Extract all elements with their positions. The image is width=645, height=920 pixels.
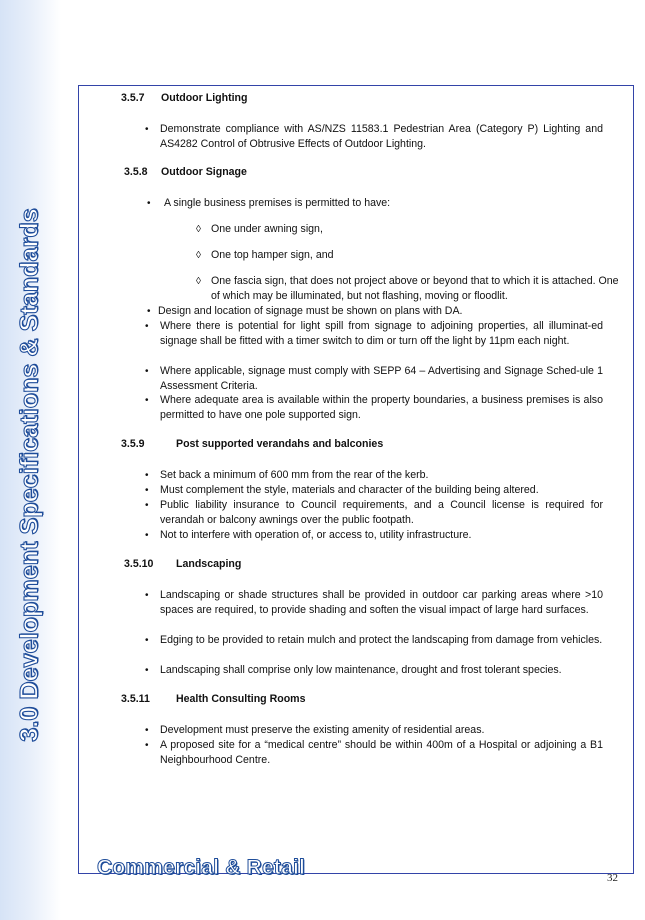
bullet-icon: • — [145, 590, 149, 601]
sub-list-item: One under awning sign, — [211, 223, 323, 235]
bullet-icon: • — [145, 366, 149, 377]
list-item: Must complement the style, materials and character of the building being altered. — [160, 484, 539, 496]
section-number: 3.5.9 — [121, 438, 145, 450]
list-item: Landscaping shall comprise only low maintenance, drought and frost tolerant species. — [160, 664, 562, 676]
list-item: Public liability insurance to Council requirements, and a Council license is required for verandah or balcony awnings over the public footpath. — [160, 499, 603, 526]
sub-list-item: One top hamper sign, and — [211, 249, 334, 261]
bullet-icon: • — [145, 485, 149, 496]
bullet-icon: • — [145, 635, 149, 646]
section-title: Outdoor Lighting — [161, 92, 248, 104]
sub-list-item: One fascia sign, that does not project above or beyond that to which it is attached. One of which may be illuminated, but not flashing, moving or floodlit. — [211, 275, 619, 302]
list-item: Development must preserve the existing amenity of residential areas. — [160, 724, 485, 736]
diamond-icon: ◊ — [196, 250, 201, 261]
section-heading — [121, 92, 248, 104]
diamond-icon: ◊ — [196, 276, 201, 287]
list-item: A single business premises is permitted to have: — [164, 197, 391, 209]
sidebar — [0, 0, 61, 920]
list-item: Set back a minimum of 600 mm from the rear of the kerb. — [160, 469, 429, 481]
list-item: Design and location of signage must be shown on plans with DA. — [158, 305, 463, 317]
bullet-icon: • — [145, 395, 149, 406]
diamond-icon: ◊ — [196, 224, 201, 235]
section-title: Post supported verandahs and balconies — [176, 438, 384, 450]
section-number: 3.5.7 — [121, 92, 145, 104]
bullet-icon: • — [145, 740, 149, 751]
bullet-icon: • — [145, 530, 149, 541]
bullet-icon: • — [145, 725, 149, 736]
list-item: Edging to be provided to retain mulch and protect the landscaping from damage from vehicles. — [160, 634, 603, 646]
section-title: Outdoor Signage — [161, 166, 247, 178]
list-item: Where applicable, signage must comply with SEPP 64 – Advertising and Signage Sched-ule 1 Assessment Criteria. — [160, 365, 603, 392]
sidebar-title: 3.0 Development Specifications & Standards — [15, 208, 44, 742]
bullet-icon: • — [147, 306, 151, 317]
list-item: A proposed site for a “medical centre” should be within 400m of a Hospital or adjoining a B1 Neighbourhood Centre. — [160, 739, 603, 766]
bullet-icon: • — [145, 470, 149, 481]
bullet-icon: • — [145, 124, 149, 135]
bullet-icon: • — [145, 500, 149, 511]
list-item: Where adequate area is available within the property boundaries, a business premises is also permitted to have one pole supported sign. — [160, 394, 603, 421]
bullet-icon: • — [145, 321, 149, 332]
section-number: 3.5.10 — [124, 558, 154, 570]
section-title: Landscaping — [176, 558, 242, 570]
list-item: Demonstrate compliance with AS/NZS 11583.1 Pedestrian Area (Category P) Lighting and AS4282 Control of Obtrusive Effects of Outdoor Lighting. — [160, 123, 603, 150]
section-number: 3.5.11 — [121, 693, 150, 705]
footer-title: Commercial & Retail — [97, 856, 306, 879]
section-heading — [124, 166, 247, 178]
section-heading — [121, 438, 383, 450]
bullet-icon: • — [145, 665, 149, 676]
section-number: 3.5.8 — [124, 166, 148, 178]
list-item: Landscaping or shade structures shall be provided in outdoor car parking areas where >10 spaces are required, to provide shading and soften the visual impact of large hard surfaces. — [160, 589, 603, 616]
section-heading — [121, 693, 305, 705]
section-heading — [124, 558, 241, 570]
bullet-icon: • — [147, 198, 151, 209]
section-title: Health Consulting Rooms — [176, 693, 306, 705]
list-item: Not to interfere with operation of, or access to, utility infrastructure. — [160, 529, 472, 541]
page-number: 32 — [607, 872, 618, 884]
list-item: Where there is potential for light spill from signage to adjoining properties, all illuminat-ed signage shall be fitted with a timer switch to dim or turn off the light by 11pm each night. — [160, 320, 603, 347]
